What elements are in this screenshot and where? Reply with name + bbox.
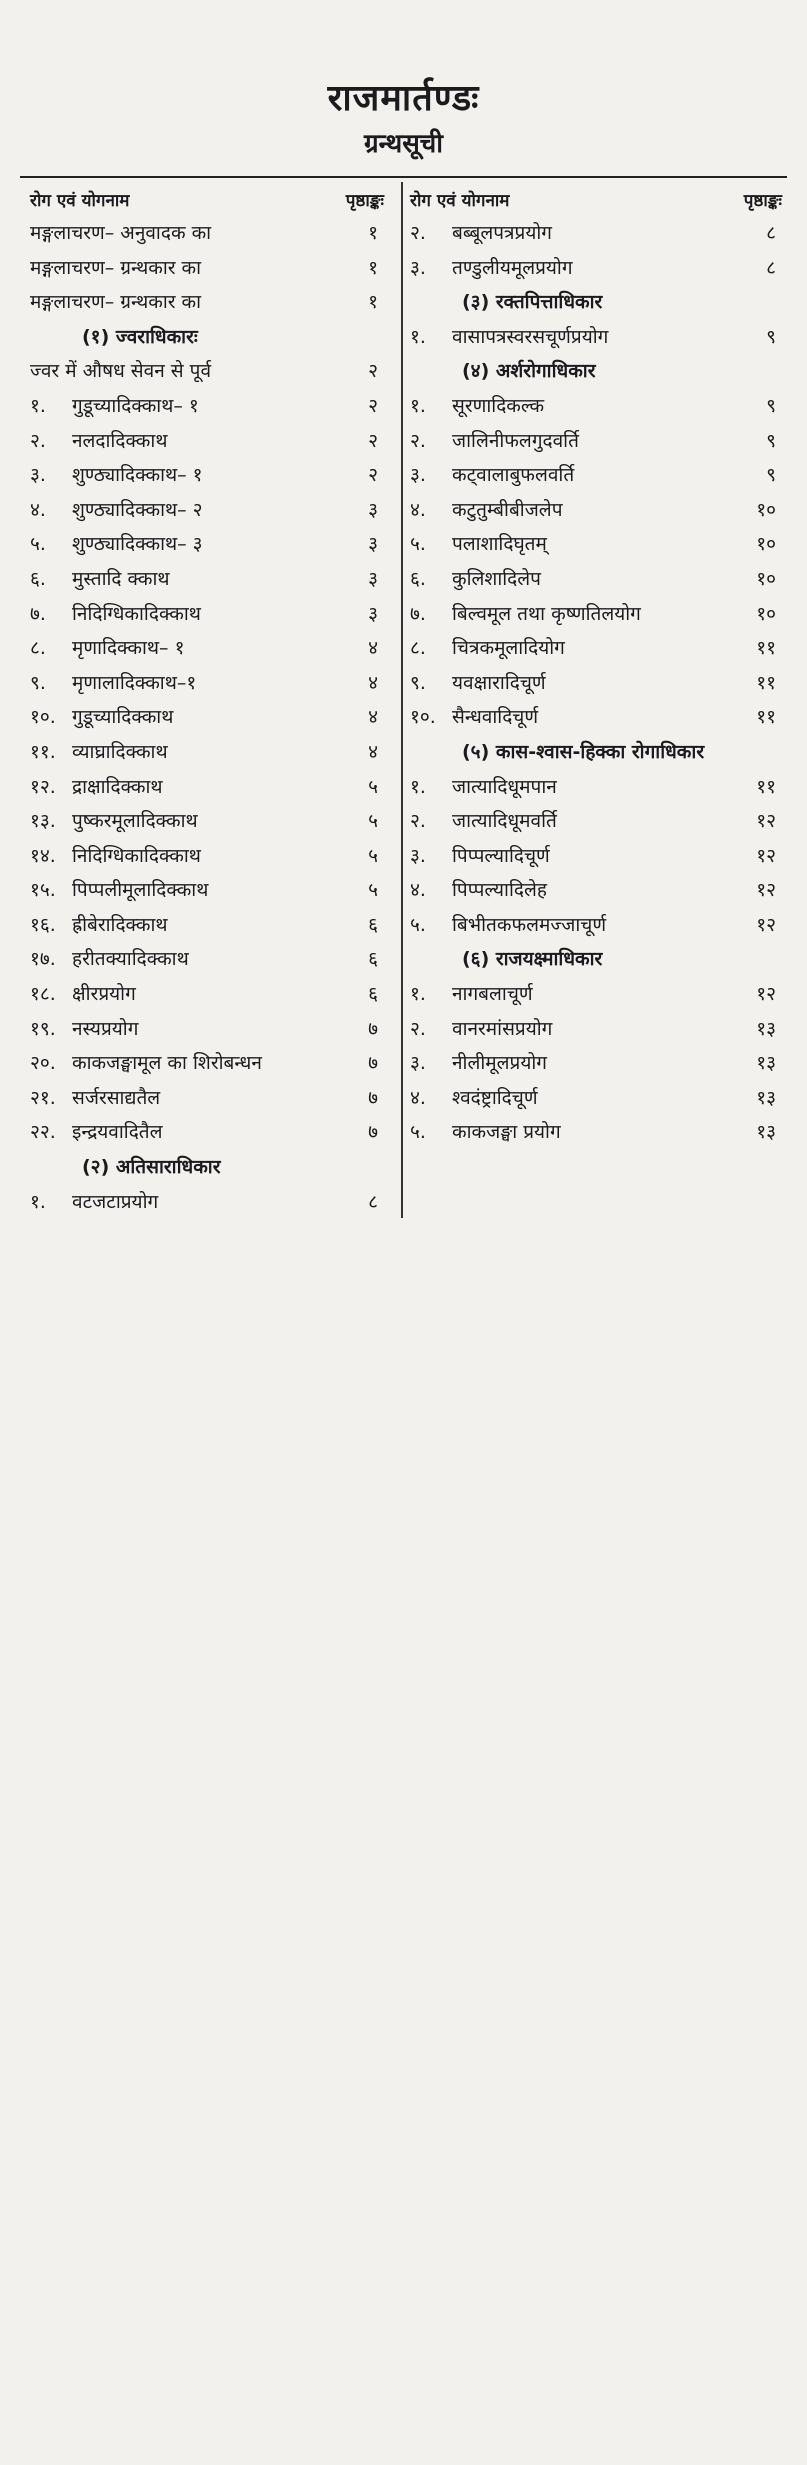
entry-name: मङ्गलाचरण– ग्रन्थकार का: [30, 256, 202, 279]
entry-name: हरीतक्यादिक्काथ: [72, 948, 189, 971]
entry-name: मृणादिक्काथ– १: [72, 637, 185, 660]
entry-name: कट्वालाबुफलवर्ति: [452, 464, 575, 487]
entry-page-number: ९: [766, 464, 776, 487]
entry-number: ४.: [410, 879, 426, 902]
entry-name: निदिग्धिकादिक्काथ: [72, 602, 201, 625]
entry-number: २२.: [30, 1121, 56, 1144]
entry-number: २.: [410, 1017, 426, 1040]
entry-number: ४.: [30, 498, 46, 521]
entry-number: २.: [410, 429, 426, 452]
contents-entry: [410, 527, 790, 562]
contents-entry: [410, 908, 790, 943]
contents-column-left: [30, 182, 392, 1219]
contents-entry: [30, 251, 392, 286]
entry-name: नस्यप्रयोग: [72, 1017, 139, 1040]
entry-number: ६.: [30, 567, 46, 590]
contents-entry: [410, 458, 790, 493]
entry-page-number: २: [368, 394, 378, 417]
entry-page-number: १३: [756, 1086, 776, 1109]
contents-entry: [410, 562, 790, 597]
contents-entry: [30, 1185, 392, 1220]
entry-name: जालिनीफलगुदवर्ति: [452, 429, 579, 452]
contents-entry: [410, 389, 790, 424]
entry-number: १९.: [30, 1017, 56, 1040]
entry-name: निदिग्धिकादिक्काथ: [72, 844, 201, 867]
entry-page-number: ५: [368, 775, 378, 798]
entry-page-number: ७: [368, 1086, 378, 1109]
entry-name: व्याघ्रादिक्काथ: [72, 740, 168, 763]
entry-name: जात्यादिधूमवर्ति: [452, 810, 557, 833]
entry-page-number: १३: [756, 1052, 776, 1075]
entry-name: पुष्करमूलादिक्काथ: [72, 810, 198, 833]
entry-page-number: ११: [756, 637, 776, 660]
section-title: (६) राजयक्ष्माधिकार: [462, 948, 603, 971]
entry-number: ४.: [410, 1086, 426, 1109]
contents-entry: [410, 873, 790, 908]
entry-name: गुडूच्यादिक्काथ– १: [72, 394, 199, 417]
entry-page-number: ३: [368, 498, 378, 521]
section-title: (३) रक्तपित्ताधिकार: [462, 291, 603, 314]
column-header: [410, 182, 790, 216]
entry-number: १२.: [30, 775, 56, 798]
entry-number: १०.: [410, 706, 436, 729]
entry-name: तण्डुलीयमूलप्रयोग: [452, 256, 573, 279]
entry-number: ५.: [410, 533, 426, 556]
column-header-name: रोग एवं योगनाम: [410, 191, 510, 211]
contents-entry: [30, 1115, 392, 1150]
entry-number: ५.: [30, 533, 46, 556]
entry-name: पिप्पलीमूलादिक्काथ: [72, 879, 209, 902]
entry-number: २.: [30, 429, 46, 452]
entry-name: पलाशादिघृतम्: [452, 533, 547, 556]
entry-name: शुण्ठ्यादिक्काथ– १: [72, 464, 203, 487]
entry-number: १४.: [30, 844, 56, 867]
contents-entry: [410, 320, 790, 355]
entry-name: मङ्गलाचरण– ग्रन्थकार का: [30, 291, 202, 314]
entry-name: कटुतुम्बीबीजलेप: [452, 498, 563, 521]
contents-entry: [410, 977, 790, 1012]
contents-entry: [30, 631, 392, 666]
contents-entry: [410, 666, 790, 701]
contents-entry: [30, 804, 392, 839]
contents-entry: [30, 493, 392, 528]
book-title: राजमार्तण्डः: [327, 77, 480, 119]
entry-number: ३.: [410, 464, 426, 487]
section-heading: [410, 285, 790, 320]
entry-name: चित्रकमूलादियोग: [452, 637, 565, 660]
entry-page-number: ९: [766, 429, 776, 452]
entry-number: ११.: [30, 740, 56, 763]
entry-page-number: ५: [368, 844, 378, 867]
contents-entry: [30, 527, 392, 562]
contents-entry: [410, 1115, 790, 1150]
contents-entry: [410, 251, 790, 286]
entry-number: १३.: [30, 810, 56, 833]
entry-number: १८.: [30, 983, 56, 1006]
contents-entry: [30, 770, 392, 805]
entry-name: बब्बूलपत्रप्रयोग: [452, 222, 552, 244]
entry-page-number: ४: [368, 740, 378, 763]
section-heading: [30, 1150, 392, 1185]
entry-page-number: १: [368, 256, 378, 279]
contents-entry: [410, 216, 790, 251]
section-title: (१) ज्वराधिकारः: [82, 325, 198, 348]
entry-page-number: १२: [756, 810, 776, 833]
contents-column-right: [410, 182, 790, 1150]
column-header-page: पृष्ठाङ्कः: [743, 191, 782, 211]
entry-page-number: १०: [756, 567, 776, 590]
entry-page-number: ६: [368, 983, 378, 1006]
entry-page-number: १०: [756, 602, 776, 625]
contents-entry: [410, 804, 790, 839]
entry-name: श्वदंष्ट्रादिचूर्ण: [452, 1086, 538, 1109]
entry-number: ७.: [30, 602, 46, 625]
contents-entry: [30, 458, 392, 493]
entry-number: ९.: [30, 671, 46, 694]
entry-page-number: १२: [756, 844, 776, 867]
entry-number: ३.: [410, 256, 426, 279]
entry-number: १.: [410, 325, 426, 348]
entry-name: बिभीतकफलमज्जाचूर्ण: [452, 913, 607, 936]
entry-name: पिप्पल्यादिलेह: [452, 879, 547, 902]
entry-number: १६.: [30, 913, 56, 936]
entry-page-number: ११: [756, 671, 776, 694]
entry-name: वानरमांसप्रयोग: [452, 1017, 553, 1040]
entry-page-number: ८: [368, 1190, 378, 1213]
entry-page-number: ११: [756, 706, 776, 729]
contents-entry: [30, 354, 392, 389]
entry-number: १.: [30, 394, 46, 417]
contents-entry: [30, 839, 392, 874]
contents-entry: [410, 597, 790, 632]
contents-entry: [30, 1081, 392, 1116]
entry-page-number: २: [368, 429, 378, 452]
entry-name: शुण्ठ्यादिक्काथ– २: [72, 498, 203, 521]
contents-entry: [30, 942, 392, 977]
entry-page-number: ९: [766, 394, 776, 417]
entry-number: ५.: [410, 913, 426, 936]
contents-entry: [410, 1081, 790, 1116]
entry-page-number: ४: [368, 706, 378, 729]
entry-name: मुस्तादि क्काथ: [72, 567, 170, 590]
contents-entry: [30, 389, 392, 424]
contents-entry: [410, 631, 790, 666]
entry-name: मृणालादिक्काथ–१: [72, 671, 197, 694]
entry-number: १.: [410, 983, 426, 1006]
entry-name: सैन्धवादिचूर्ण: [452, 706, 539, 729]
entry-name: ज्वर में औषध सेवन से पूर्व: [30, 360, 212, 383]
contents-entry: [30, 1046, 392, 1081]
contents-entry: [30, 977, 392, 1012]
entry-page-number: १२: [756, 913, 776, 936]
entry-number: ९.: [410, 671, 426, 694]
contents-entry: [30, 735, 392, 770]
entry-page-number: ७: [368, 1121, 378, 1144]
entry-page-number: १३: [756, 1121, 776, 1144]
entry-page-number: १: [368, 291, 378, 314]
entry-name: पिप्पल्यादिचूर्ण: [452, 844, 550, 867]
entry-number: १.: [30, 1190, 46, 1213]
entry-name: यवक्षारादिचूर्ण: [452, 671, 546, 694]
contents-entry: [410, 1012, 790, 1047]
entry-page-number: ८: [766, 256, 776, 279]
contents-entry: [410, 770, 790, 805]
entry-number: २१.: [30, 1086, 56, 1109]
entry-name: इन्द्रयवादितैल: [72, 1121, 163, 1144]
contents-entry: [30, 216, 392, 251]
entry-page-number: ५: [368, 879, 378, 902]
entry-name: नागबलाचूर्ण: [452, 983, 533, 1006]
contents-entry: [410, 839, 790, 874]
entry-name: नलदादिक्काथ: [72, 429, 168, 452]
section-heading: [410, 942, 790, 977]
contents-entry: [410, 1046, 790, 1081]
entry-name: वासापत्रस्वरसचूर्णप्रयोग: [452, 325, 609, 348]
entry-page-number: ४: [368, 637, 378, 660]
entry-number: ३.: [30, 464, 46, 487]
entry-number: १५.: [30, 879, 56, 902]
contents-entry: [30, 285, 392, 320]
column-header-page: पृष्ठाङ्कः: [345, 191, 384, 211]
contents-entry: [410, 493, 790, 528]
entry-name: काकजङ्घा प्रयोग: [452, 1121, 561, 1144]
section-heading: [30, 320, 392, 355]
entry-number: १.: [410, 775, 426, 798]
contents-entry: [30, 700, 392, 735]
contents-entry: [30, 597, 392, 632]
entry-name: कुलिशादिलेप: [452, 567, 541, 590]
contents-entry: [410, 424, 790, 459]
entry-number: ५.: [410, 1121, 426, 1144]
entry-page-number: ६: [368, 948, 378, 971]
entry-page-number: ७: [368, 1017, 378, 1040]
entry-page-number: ३: [368, 602, 378, 625]
contents-entry: [30, 562, 392, 597]
entry-name: सूरणादिकल्क: [452, 394, 545, 417]
contents-entry: [30, 666, 392, 701]
contents-heading: ग्रन्थसूची: [363, 129, 444, 159]
entry-number: २.: [410, 222, 426, 244]
entry-number: १०.: [30, 706, 56, 729]
entry-number: ३.: [410, 1052, 426, 1075]
contents-entry: [30, 908, 392, 943]
entry-name: शुण्ठ्यादिक्काथ– ३: [72, 533, 203, 556]
header-rule: [20, 176, 787, 178]
entry-name: बिल्वमूल तथा कृष्णतिलयोग: [452, 602, 641, 625]
contents-entry: [30, 424, 392, 459]
entry-page-number: ५: [368, 810, 378, 833]
entry-name: मङ्गलाचरण– अनुवादक का: [30, 222, 212, 244]
entry-name: नीलीमूलप्रयोग: [452, 1052, 547, 1075]
entry-page-number: ८: [766, 222, 776, 244]
section-heading: [410, 735, 790, 770]
entry-number: १७.: [30, 948, 56, 971]
entry-page-number: ९: [766, 325, 776, 348]
entry-number: ४.: [410, 498, 426, 521]
entry-page-number: १२: [756, 983, 776, 1006]
entry-page-number: १०: [756, 533, 776, 556]
entry-page-number: ३: [368, 567, 378, 590]
section-title: (४) अर्शरोगाधिकार: [462, 360, 596, 383]
entry-name: जात्यादिधूमपान: [452, 775, 557, 798]
entry-number: ८.: [30, 637, 46, 660]
section-heading: [410, 354, 790, 389]
entry-number: ६.: [410, 567, 426, 590]
entry-page-number: १: [368, 222, 378, 244]
entry-page-number: १०: [756, 498, 776, 521]
entry-page-number: ६: [368, 913, 378, 936]
entry-page-number: २: [368, 360, 378, 383]
entry-page-number: ७: [368, 1052, 378, 1075]
entry-page-number: ४: [368, 671, 378, 694]
column-divider: [401, 182, 403, 1218]
entry-number: १.: [410, 394, 426, 417]
entry-number: २०.: [30, 1052, 56, 1075]
entry-number: ८.: [410, 637, 426, 660]
entry-name: क्षीरप्रयोग: [72, 983, 136, 1006]
contents-entry: [30, 873, 392, 908]
contents-entry: [30, 1012, 392, 1047]
contents-entry: [410, 700, 790, 735]
entry-name: ह्रीबेरादिक्काथ: [72, 913, 168, 936]
entry-page-number: १३: [756, 1017, 776, 1040]
entry-name: द्राक्षादिक्काथ: [72, 775, 163, 798]
entry-name: सर्जरसाद्यतैल: [72, 1086, 161, 1109]
column-header: [30, 182, 392, 216]
entry-name: गुडूच्यादिक्काथ: [72, 706, 174, 729]
entry-number: ७.: [410, 602, 426, 625]
section-title: (२) अतिसाराधिकार: [82, 1156, 221, 1179]
column-header-name: रोग एवं योगनाम: [30, 191, 130, 211]
entry-page-number: १२: [756, 879, 776, 902]
section-title: (५) कास-श्वास-हिक्का रोगाधिकार: [462, 740, 705, 763]
entry-page-number: ११: [756, 775, 776, 798]
entry-name: काकजङ्घामूल का शिरोबन्धन: [72, 1052, 262, 1075]
entry-page-number: २: [368, 464, 378, 487]
entry-page-number: ३: [368, 533, 378, 556]
entry-number: ३.: [410, 844, 426, 867]
entry-number: २.: [410, 810, 426, 833]
entry-name: वटजटाप्रयोग: [72, 1190, 159, 1213]
